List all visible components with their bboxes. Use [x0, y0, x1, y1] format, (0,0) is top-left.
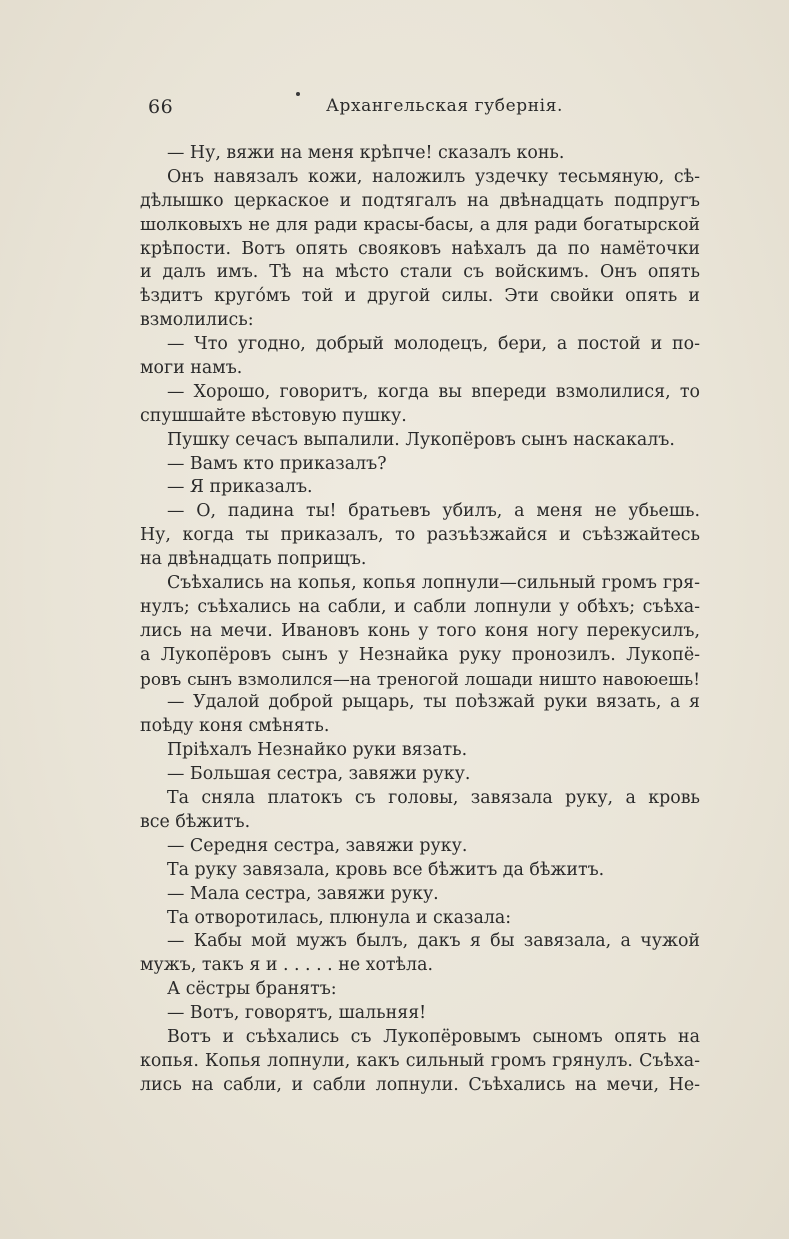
text-line: лись на сабли, и сабли лопнули. Съѣхались на мечи, Не-	[140, 1074, 700, 1095]
text-line: Онъ навязалъ кожи, наложилъ уздечку тесьмяную, сѣ-	[167, 166, 700, 187]
text-line: Пріѣхалъ Незнайко руки вязать.	[167, 740, 468, 761]
text-line: А сёстры бранятъ:	[167, 979, 337, 1000]
body-text	[140, 142, 700, 1098]
text-line: — Вотъ, говорятъ, шальняя!	[167, 1003, 427, 1024]
page-header	[148, 96, 648, 122]
text-line: — Середня сестра, завяжи руку.	[167, 835, 468, 856]
text-line: — Вамъ кто приказалъ?	[167, 453, 387, 474]
text-line: — Ну, вяжи на меня крѣпче! сказалъ конь.	[167, 143, 565, 163]
text-line: копья. Копья лопнули, какъ сильный громъ грянулъ. Съѣха-	[140, 1050, 700, 1071]
text-line: Пушку сечасъ выпалили. Лукопёровъ сынъ наскакалъ.	[167, 429, 675, 450]
text-line: дѣлышко церкаское и подтягалъ на двѣнадцать подпругъ	[140, 190, 700, 211]
text-line: спушшайте вѣстовую пушку.	[140, 405, 407, 426]
text-line: — О, падина ты! братьевъ убилъ, а меня не убьешь.	[167, 501, 700, 522]
text-line: — Я приказалъ.	[167, 477, 313, 498]
text-line: все бѣжитъ.	[140, 811, 251, 832]
text-line: Та руку завязала, кровь все бѣжитъ да бѣжитъ.	[167, 859, 605, 880]
text-line: ровъ сынъ взмолился—на треногой лошади ништо навоюешь!	[140, 668, 700, 689]
text-line: моги намъ.	[140, 358, 243, 379]
text-line: лись на мечи. Ивановъ конь у того коня ногу перекусилъ,	[140, 620, 700, 641]
text-line: — Что угодно, добрый молодецъ, бери, а постой и по-	[167, 334, 700, 355]
text-line: мужъ, такъ я и . . . . . не хотѣла.	[140, 955, 433, 976]
text-line: Ну, когда ты приказалъ, то разъѣзжайся и съѣзжайтесь	[140, 525, 700, 546]
text-line: крѣпости. Вотъ опять свояковъ наѣхалъ да по намёточки	[140, 238, 700, 259]
text-line: Съѣхались на копья, копья лопнули—сильный громъ гря-	[167, 573, 700, 594]
text-line: — Удалой доброй рыцарь, ты поѣзжай руки вязать, а я	[167, 692, 700, 713]
text-line: и далъ имъ. Тѣ на мѣсто стали съ войскимъ. Онъ опять	[140, 262, 700, 283]
text-line: — Кабы мой мужъ былъ, дакъ я бы завязала, а чужой	[167, 931, 700, 952]
text-line: Та отворотилась, плюнула и сказала:	[167, 907, 512, 928]
running-title: Архангельская губернія.	[326, 96, 564, 116]
text-line: взмолились:	[140, 310, 254, 331]
text-line: на двѣнадцать поприщъ.	[140, 549, 367, 570]
text-line: ѣздитъ кругóмъ той и другой силы. Эти свойки опять и	[140, 286, 700, 307]
text-line: Та сняла платокъ съ головы, завязала руку, а кровь	[167, 788, 700, 809]
text-line: Вотъ и съѣхались съ Лукопёровымъ сыномъ опять на	[167, 1026, 700, 1047]
text-line: поѣду коня смѣнять.	[140, 716, 330, 737]
text-line: шолковыхъ не для ради красы-басы, а для ради богатырской	[140, 214, 700, 235]
text-line: — Мала сестра, завяжи руку.	[167, 883, 439, 904]
text-line: а Лукопёровъ сынъ у Незнайка руку пронозилъ. Лукопё-	[140, 644, 700, 665]
text-line: — Хорошо, говоритъ, когда вы впереди взмолилися, то	[167, 381, 700, 402]
text-line: — Большая сестра, завяжи руку.	[167, 764, 471, 785]
page-number: 66	[148, 96, 174, 118]
text-line: нулъ; съѣхались на сабли, и сабли лопнули у обѣхъ; съѣха-	[140, 596, 700, 617]
